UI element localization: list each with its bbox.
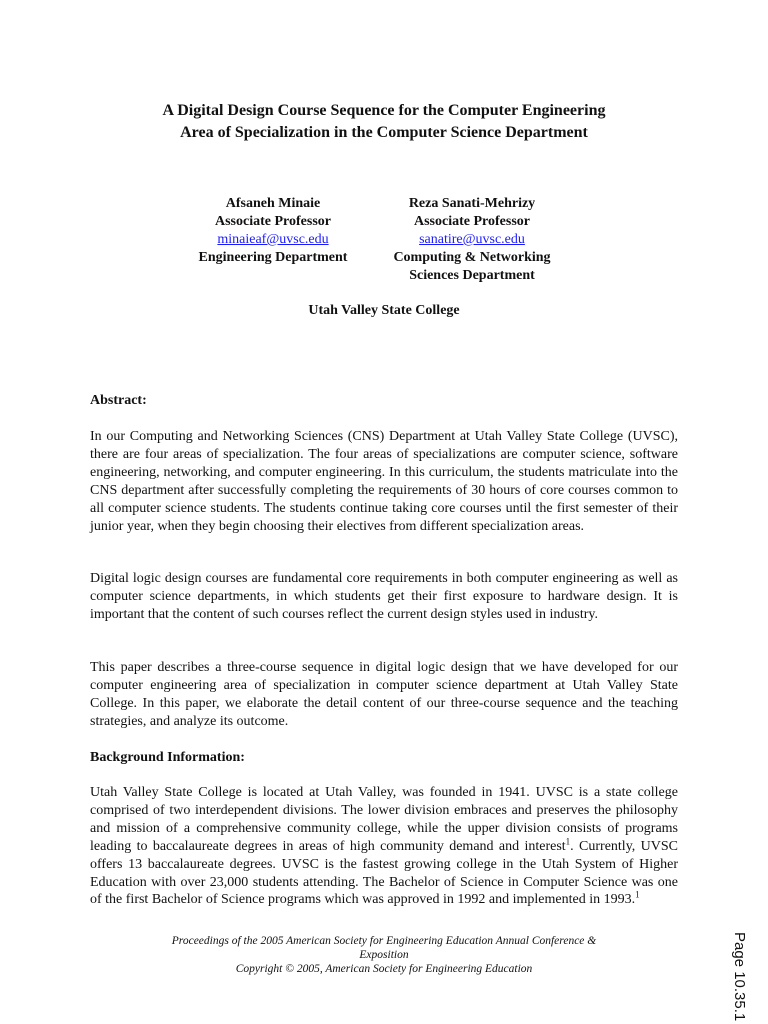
abstract-paragraph-1: In our Computing and Networking Sciences (CNS) Department at Utah Valley State College (UVSC), there are four areas of specialization. The four areas of specializations are computer science, software engineering, networking, and computer engineering. In this curriculum, the students matriculate into the CNS department after successfully completing the requirements of 30 hours of core courses common to all computer science students. The students continue taking core courses until the first semester of their junior year, when they begin choosing their electives from different specialization areas. bbox=[90, 429, 678, 534]
reference-marker: 1 bbox=[635, 889, 640, 900]
author-name: Afsaneh Minaie bbox=[225, 196, 321, 211]
author-block-sanati-mehrizy bbox=[367, 195, 577, 285]
institution: Utah Valley State College bbox=[308, 303, 460, 318]
paper-title bbox=[90, 100, 678, 144]
proceedings-footer bbox=[120, 934, 648, 976]
footer-line-1: Proceedings of the 2005 American Society for Engineering Education Annual Conference & bbox=[171, 935, 597, 947]
author-position: Associate Professor bbox=[414, 214, 530, 229]
author-department: Computing & Networking bbox=[393, 250, 551, 265]
background-heading: Background Information: bbox=[90, 750, 245, 765]
author-position: Associate Professor bbox=[215, 214, 331, 229]
background-paragraph bbox=[90, 784, 678, 909]
background-text-part-2: . Currently, UVSC offers 13 baccalaureate degrees. UVSC is the fastest growing college in the Utah System of Higher Education with over 23,000 students attending. The Bachelor of Science in Computer Science was one of the first Bachelor of Science programs which was approved in 1992 and implemented in 1993. bbox=[90, 838, 678, 908]
author-email-link[interactable]: minaieaf@uvsc.edu bbox=[217, 232, 329, 247]
author-email-link[interactable]: sanatire@uvsc.edu bbox=[419, 232, 525, 247]
footer-line-2: Exposition bbox=[359, 949, 409, 961]
author-block-minaie bbox=[168, 195, 378, 267]
author-name: Reza Sanati-Mehrizy bbox=[408, 196, 536, 211]
title-line-1: A Digital Design Course Sequence for the Computer Engineering bbox=[162, 102, 606, 119]
abstract-paragraph-2: Digital logic design courses are fundamental core requirements in both computer engineering as well as computer science departments, in which students get their first exposure to hardware design. It is important that the content of such courses reflect the current design styles used in industry. bbox=[90, 571, 678, 622]
abstract-heading: Abstract: bbox=[90, 393, 147, 408]
author-department-cont: Sciences Department bbox=[409, 268, 535, 283]
title-line-2: Area of Specialization in the Computer Science Department bbox=[180, 124, 588, 141]
footer-copyright: Copyright © 2005, American Society for Engineering Education bbox=[235, 963, 533, 975]
page-number: Page 10.35.1 bbox=[731, 932, 748, 1022]
reference-marker: 1 bbox=[565, 836, 571, 847]
abstract-paragraph-3: This paper describes a three-course sequence in digital logic design that we have developed for our computer engineering area of specialization in computer science department at Utah Valley State College. In this paper, we elaborate the detail content of our three-course sequence and the teaching strategies, and analyze its outcome. bbox=[90, 660, 678, 729]
author-department: Engineering Department bbox=[198, 250, 348, 265]
background-text-part-1: Utah Valley State College is located at Utah Valley, was founded in 1941. UVSC is a state college comprised of two interdependent divisions. The lower division embraces and preserves the philosophy and mission of a comprehensive community college, while the upper division consists of programs leading to baccalaureate degrees in areas of high community demand and interest bbox=[90, 785, 678, 854]
